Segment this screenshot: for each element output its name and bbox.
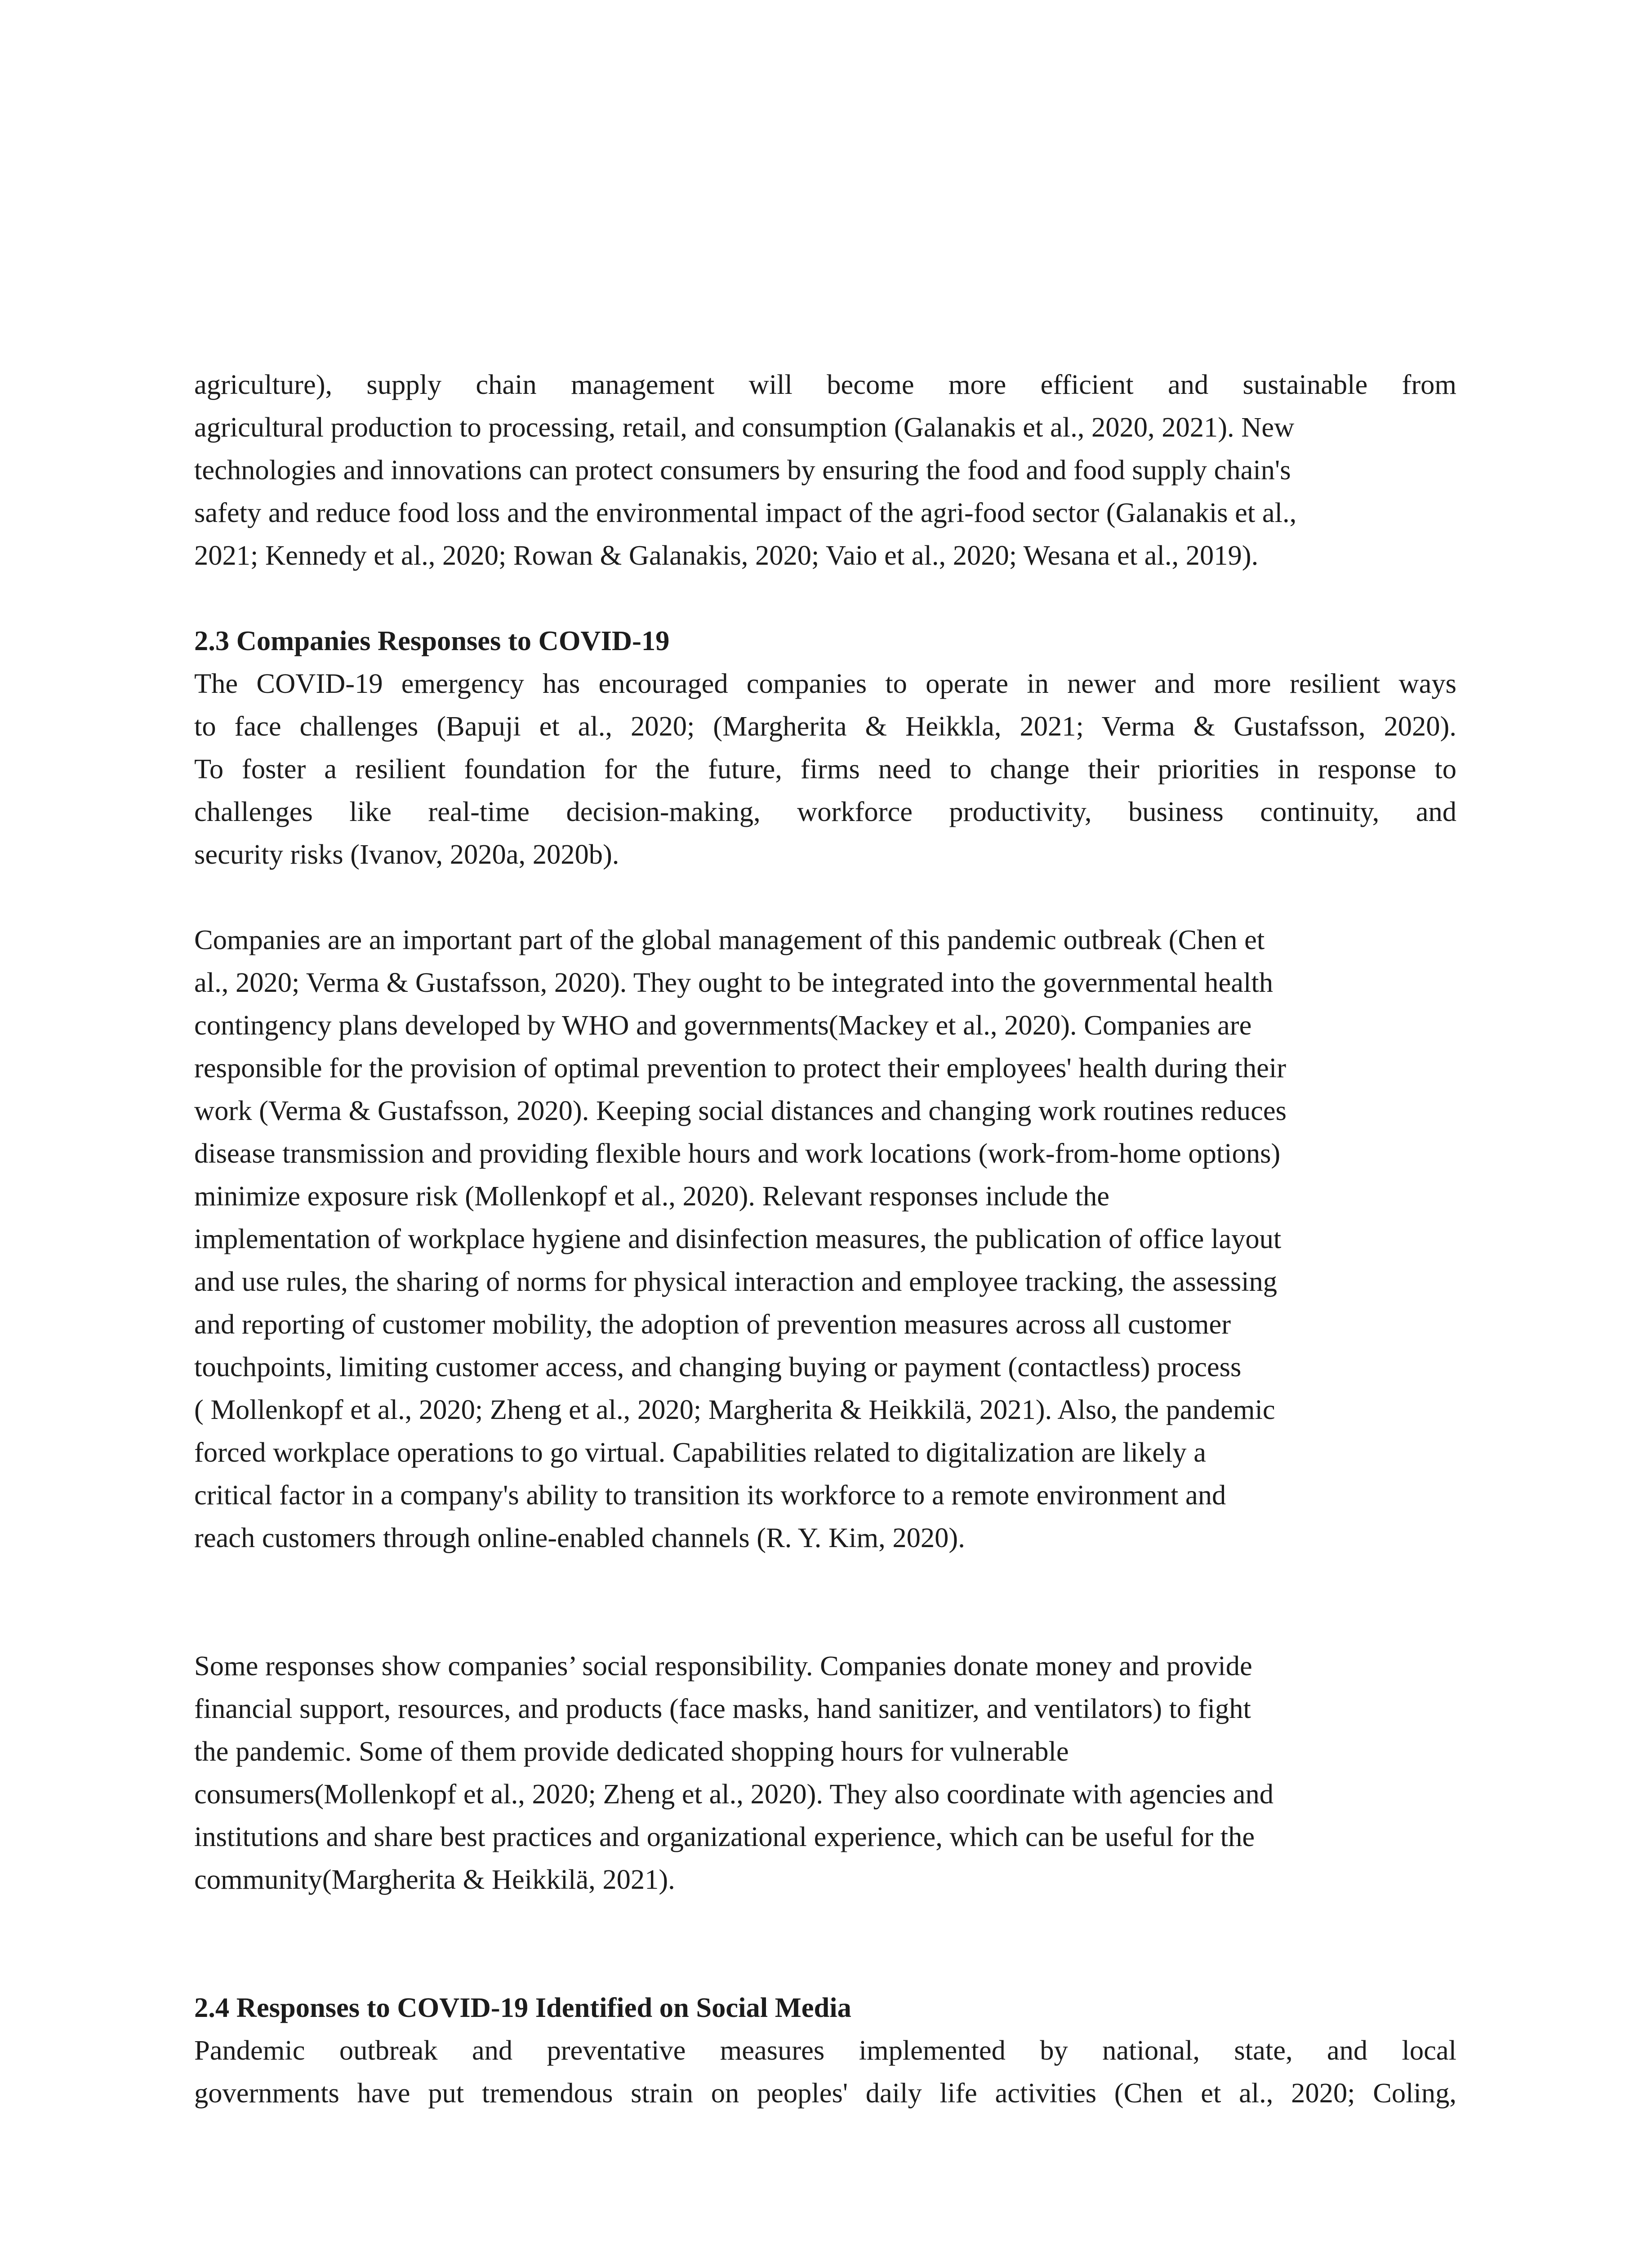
section-heading-2-4: 2.4 Responses to COVID-19 Identified on Social Media [194,1992,851,2023]
section-heading-2-3: 2.3 Companies Responses to COVID-19 [194,625,670,656]
page-body [194,363,1456,2114]
paragraph-food-tech [194,363,1456,577]
text-line: technologies and innovations can protect consumers by ensuring the food and food supply chain's [194,454,1291,486]
text-line: agricultural production to processing, retail, and consumption (Galanakis et al., 2020, 2021). New [194,411,1295,443]
text-line: Companies are an important part of the global management of this pandemic outbreak (Chen et [194,924,1265,955]
text-line: disease transmission and providing flexible hours and work locations (work-from-home options) [194,1137,1281,1169]
text-line: work (Verma & Gustafsson, 2020). Keeping social distances and changing work routines reduces [194,1095,1287,1126]
text-line: and use rules, the sharing of norms for physical interaction and employee tracking, the assessing [194,1266,1278,1297]
text-line: responsible for the provision of optimal prevention to protect their employees' health during their [194,1052,1287,1084]
text-line: contingency plans developed by WHO and governments(Mackey et al., 2020). Companies are [194,1009,1252,1041]
text-line: 2021; Kennedy et al., 2020; Rowan & Galanakis, 2020; Vaio et al., 2020; Wesana et al., 2019). [194,540,1259,571]
text-line: institutions and share best practices and organizational experience, which can be useful for the [194,1821,1255,1852]
paragraph-companies-management [194,919,1456,1559]
text-line: implementation of workplace hygiene and disinfection measures, the publication of office layout [194,1223,1282,1254]
text-line: security risks (Ivanov, 2020a, 2020b). [194,839,619,870]
text-line: safety and reduce food loss and the environmental impact of the agri-food sector (Galanakis et al., [194,497,1297,528]
text-line: The COVID-19 emergency has encouraged companies to operate in newer and more resilient ways [194,668,1456,699]
text-line: reach customers through online-enabled channels (R. Y. Kim, 2020). [194,1522,965,1553]
text-line: the pandemic. Some of them provide dedicated shopping hours for vulnerable [194,1735,1069,1767]
text-line: financial support, resources, and products (face masks, hand sanitizer, and ventilators) to fight [194,1693,1251,1724]
text-line: agriculture), supply chain management will become more efficient and sustainable from [194,369,1456,400]
paragraph-companies-intro [194,662,1456,876]
paragraph-social-responsibility [194,1645,1456,1901]
text-line: critical factor in a company's ability to transition its workforce to a remote environment and [194,1479,1226,1511]
text-line: touchpoints, limiting customer access, and changing buying or payment (contactless) process [194,1351,1242,1383]
text-line: forced workplace operations to go virtual. Capabilities related to digitalization are likely a [194,1436,1206,1468]
text-line: To foster a resilient foundation for the future, firms need to change their priorities in response to [194,753,1456,785]
text-line: ( Mollenkopf et al., 2020; Zheng et al., 2020; Margherita & Heikkilä, 2021). Also, the pandemic [194,1394,1275,1425]
text-line: consumers(Mollenkopf et al., 2020; Zheng et al., 2020). They also coordinate with agencies and [194,1778,1274,1810]
text-line: minimize exposure risk (Mollenkopf et al., 2020). Relevant responses include the [194,1180,1109,1212]
text-line: to face challenges (Bapuji et al., 2020; (Margherita & Heikkla, 2021; Verma & Gustafsson, 2020). [194,710,1456,742]
text-line: al., 2020; Verma & Gustafsson, 2020). They ought to be integrated into the governmental health [194,967,1273,998]
text-line: community(Margherita & Heikkilä, 2021). [194,1864,675,1895]
paragraph-social-media [194,2029,1456,2114]
text-line: governments have put tremendous strain on peoples' daily life activities (Chen et al., 2020; Coling, [194,2077,1456,2109]
text-line: Pandemic outbreak and preventative measures implemented by national, state, and local [194,2034,1456,2066]
text-line: and reporting of customer mobility, the adoption of prevention measures across all customer [194,1308,1231,1340]
text-line: Some responses show companies’ social responsibility. Companies donate money and provide [194,1650,1252,1682]
text-line: challenges like real-time decision-making, workforce productivity, business continuity, and [194,796,1456,827]
